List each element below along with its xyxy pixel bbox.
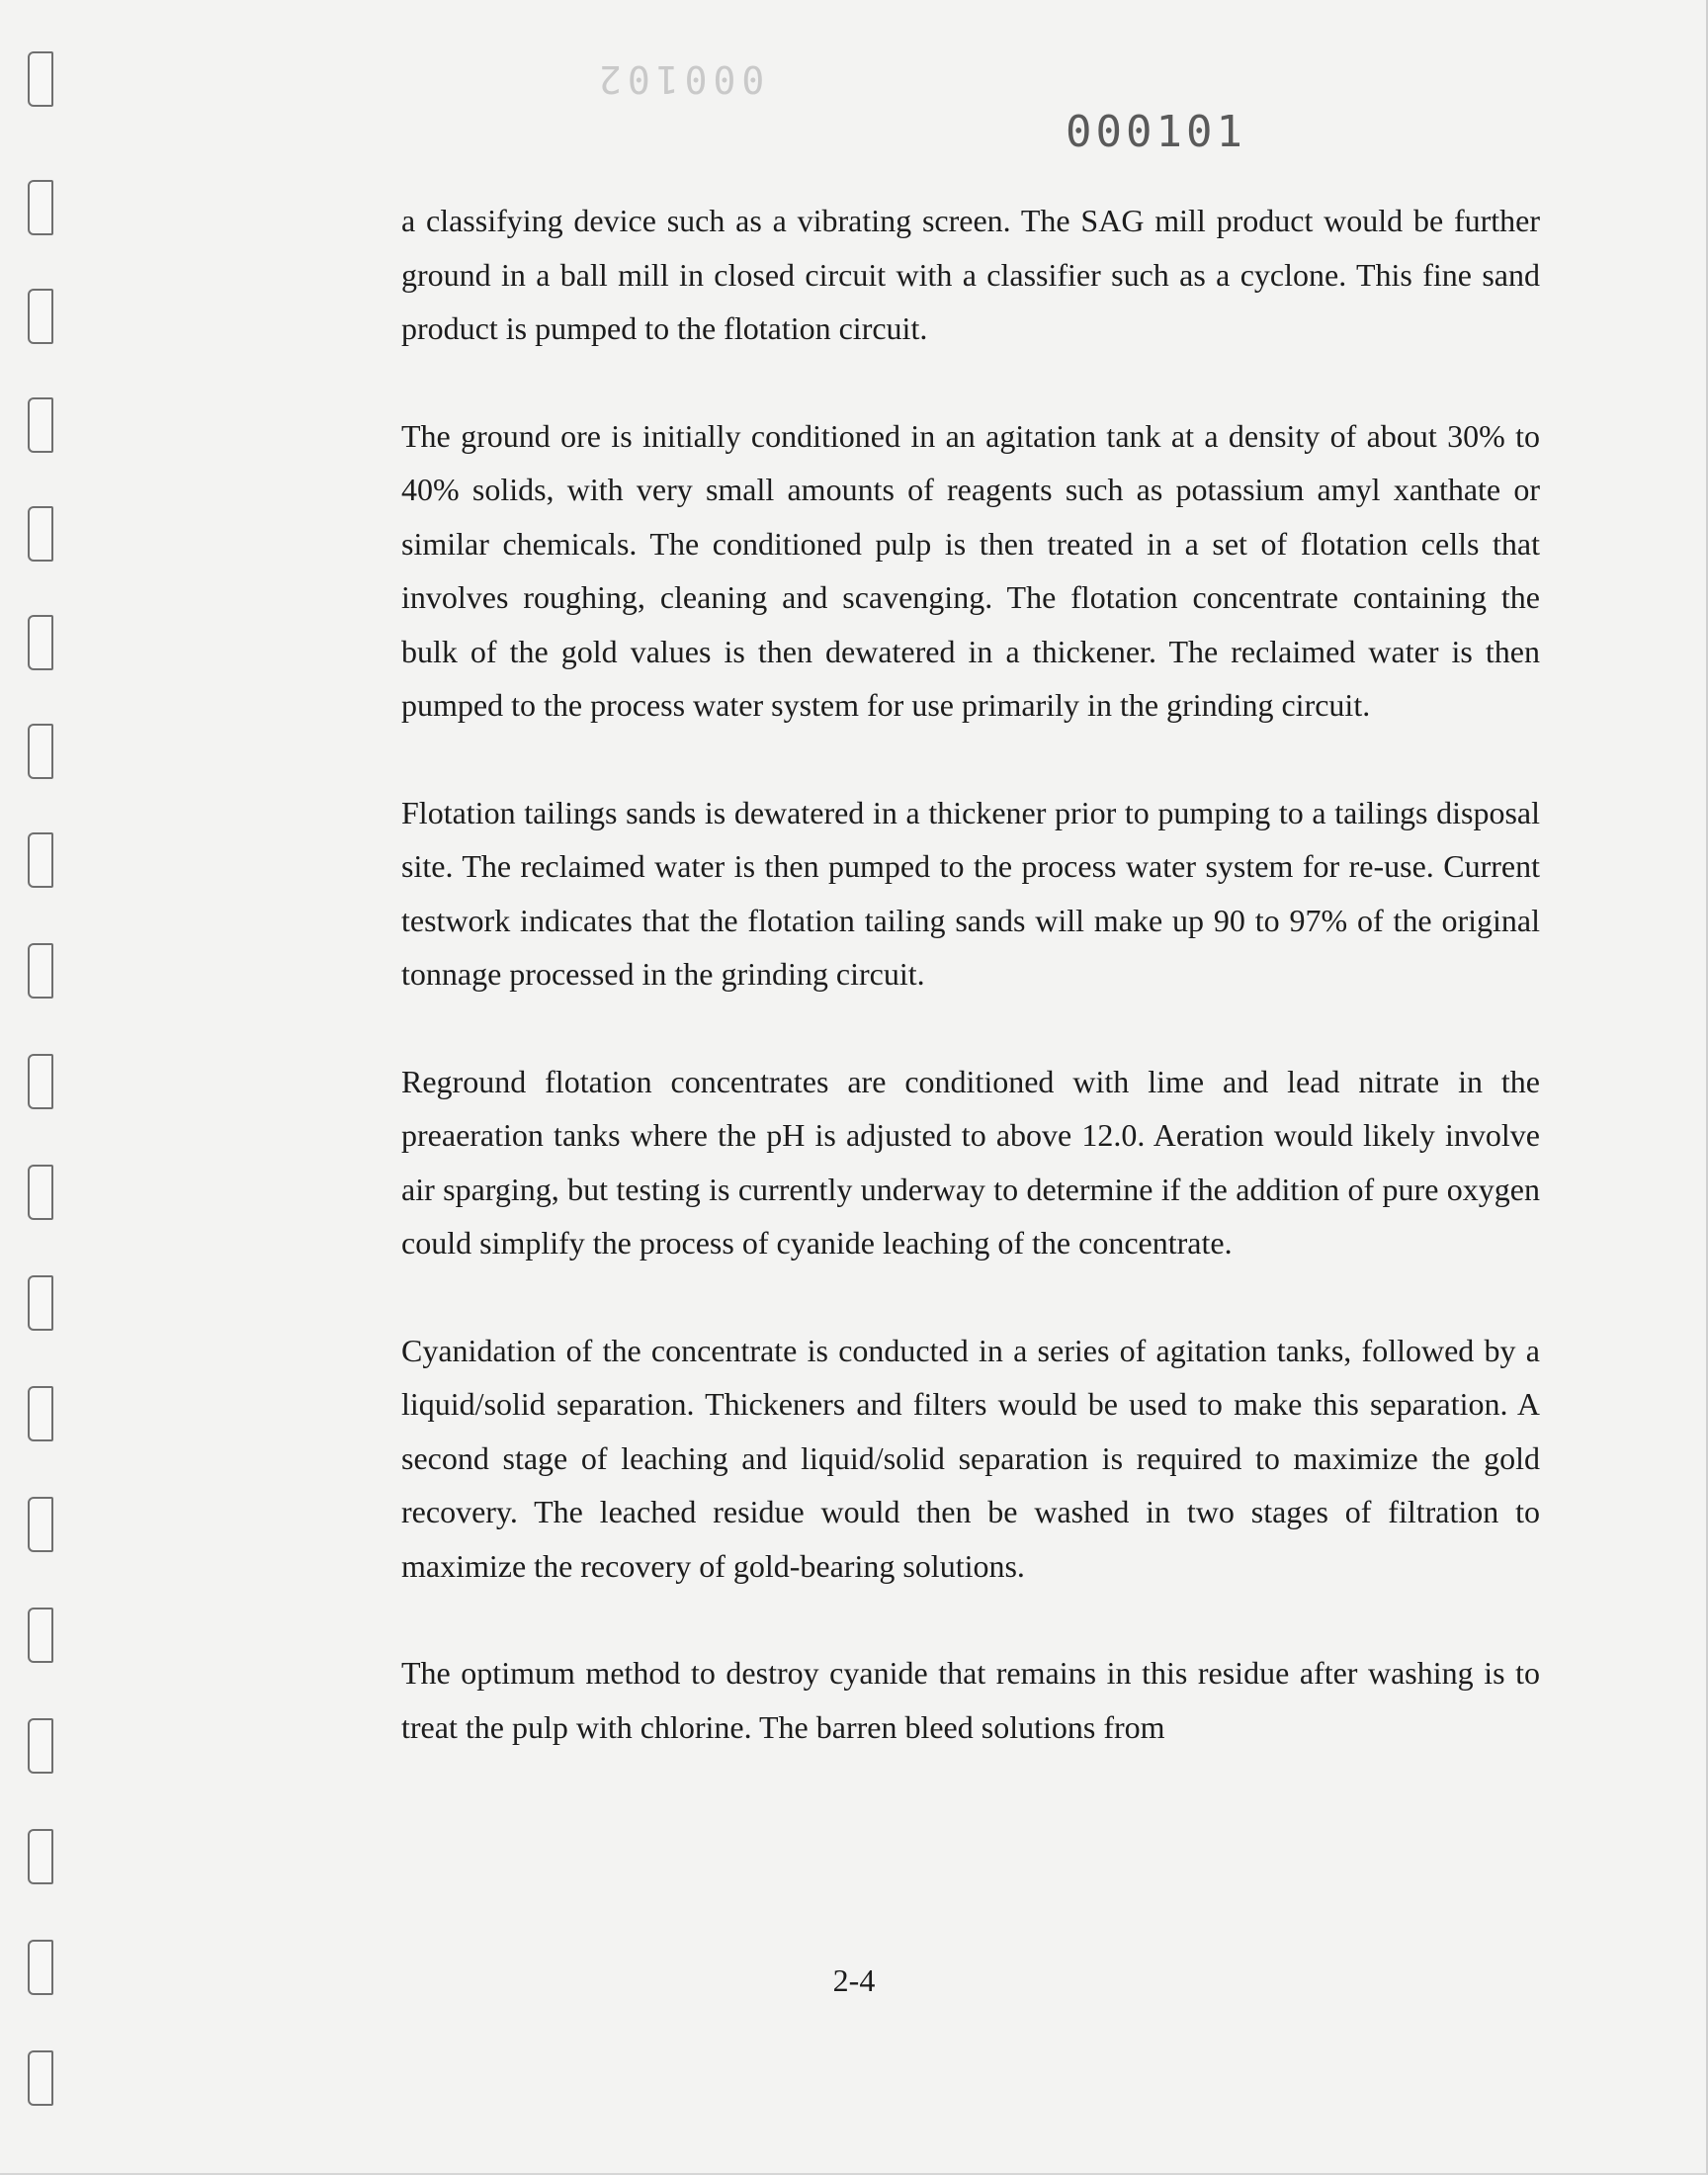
binder-hole <box>28 943 53 999</box>
binder-hole <box>28 1497 53 1552</box>
binder-hole <box>28 1054 53 1109</box>
binder-hole <box>28 180 53 235</box>
paragraph: Cyanidation of the concentrate is conducted in a series of agitation tanks, followed by a liquid/solid separation. Thickeners and filters would be used to make this separation. A second stage of leaching and liquid/solid separation is required to maximize the gold recovery. The leached residue would then be washed in two stages of filtration to maximize the recovery of gold-bearing solutions. <box>401 1332 1540 1584</box>
binder-hole <box>28 1165 53 1220</box>
binder-hole <box>28 615 53 670</box>
body-text <box>401 194 1540 1807</box>
binder-hole <box>28 832 53 888</box>
binder-hole <box>28 1275 53 1331</box>
binder-holes <box>24 0 63 2175</box>
binder-hole <box>28 724 53 779</box>
binder-hole <box>28 1829 53 1884</box>
binder-hole <box>28 506 53 562</box>
binder-hole <box>28 1386 53 1441</box>
paragraph: a classifying device such as a vibrating screen. The SAG mill product would be further ground in a ball mill in closed circuit with a classifier such as a cyclone. This fine sand product is pumped to the flotation circuit. <box>401 203 1540 346</box>
binder-hole <box>28 1608 53 1663</box>
binder-hole <box>28 1718 53 1774</box>
binder-hole <box>28 2050 53 2106</box>
paragraph: The optimum method to destroy cyanide that remains in this residue after washing is to treat the pulp with chlorine. The barren bleed solutions from <box>401 1655 1540 1745</box>
binder-hole <box>28 397 53 453</box>
paragraph: Flotation tailings sands is dewatered in a thickener prior to pumping to a tailings disposal site. The reclaimed water is then pumped to the process water system for re-use. Current testwork indicates that the flotation tailing sands will make up 90 to 97% of the original tonnage processed in the grinding circuit. <box>401 794 1540 992</box>
binder-hole <box>28 51 53 107</box>
page-number: 2-4 <box>832 1962 876 1998</box>
paragraph: The ground ore is initially conditioned in an agitation tank at a density of about 30% to 40% solids, with very small amounts of reagents such as potassium amyl xanthate or similar chemicals. The conditioned pulp is then treated in a set of flotation cells that involves roughing, cleaning and scavenging. The flotation concentrate containing the bulk of the gold values is then dewatered in a thickener. The reclaimed water is then pumped to the process water system for use primarily in the grinding circuit. <box>401 417 1540 723</box>
bleed-through-stamp: 000102 <box>593 57 765 101</box>
document-stamp-number: 000101 <box>1066 107 1246 157</box>
binder-hole <box>28 289 53 344</box>
paragraph: Reground flotation concentrates are conditioned with lime and lead nitrate in the preaeration tanks where the pH is adjusted to above 12.0. Aeration would likely involve air sparging, but testing is currently underway to determine if the addition of pure oxygen could simplify the process of cyanide leaching of the concentrate. <box>401 1063 1540 1261</box>
